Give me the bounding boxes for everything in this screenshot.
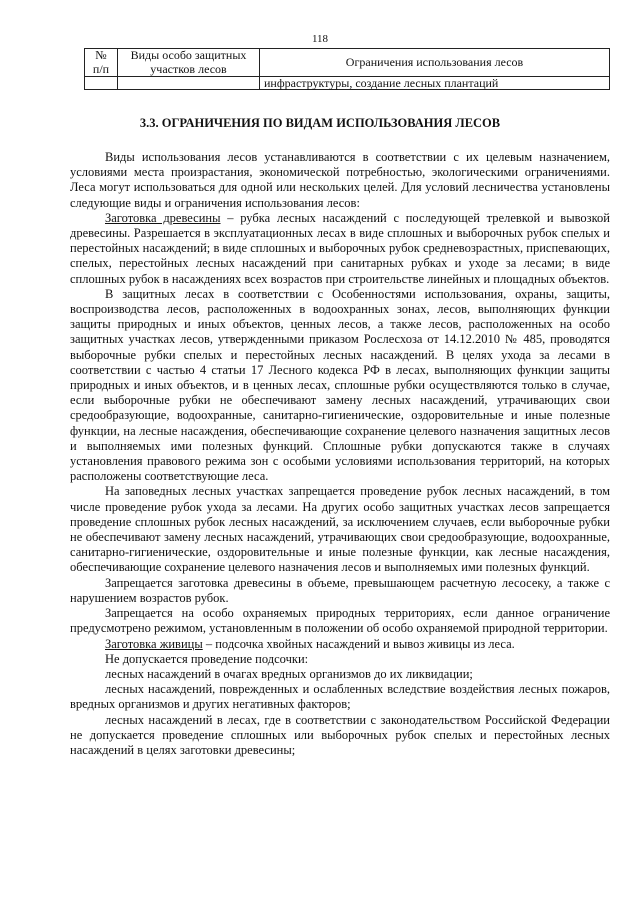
col-restrictions-header: Ограничения использования лесов bbox=[260, 49, 610, 77]
timber-harvesting-text: – рубка лесных насаждений с последующей трелевкой и вывозкой древесины. Разрешается в эксплуатационных лесах в виде сплошных и выборочных рубок спелых и перестойных насаждений; в виде сплошных и выборочных рубок средневозрастных, приспевающих, спелых, перестойных лесных насаждений при санитарных рубках и уходе за лесами; в виде сплошных рубок в насаждениях всех возрастов при строительстве линейных и площадных объектов. bbox=[70, 210, 610, 286]
list-item: лесных насаждений в лесах, где в соответствии с законодательством Российской Федерации не допускается проведение сплошных или выборочных рубок спелых и перестойных лесных насаждений в целях заготовки древесины; bbox=[70, 712, 610, 757]
table-cell-number bbox=[85, 77, 118, 90]
paragraph-intro: Виды использования лесов устанавливаются в соответствии с их целевым назначением, условиями места произрастания, экономической потребностью, экологическими ограничениями. Леса могут использоваться для одной или нескольких целей. Для условий лесничества установлены следующие виды и ограничения использования лесов: bbox=[70, 150, 610, 210]
term-timber-harvesting: Заготовка древесины bbox=[105, 210, 221, 225]
table-cell-restrictions: инфраструктуры, создание лесных плантаций bbox=[260, 77, 610, 90]
section-heading: 3.3. ОГРАНИЧЕНИЯ ПО ВИДАМ ИСПОЛЬЗОВАНИЯ ЛЕСОВ bbox=[139, 116, 501, 130]
list-item: лесных насаждений, поврежденных и ослабленных вследствие воздействия лесных пожаров, вредных организмов и других негативных факторов; bbox=[70, 682, 610, 712]
col-area-type-header: Виды особо защитных участков лесов bbox=[118, 49, 260, 77]
paragraph-tapping-not-allowed: Не допускается проведение подсочки: bbox=[105, 651, 309, 666]
continuation-table bbox=[84, 48, 610, 90]
table-row bbox=[85, 77, 610, 90]
paragraph-protective-forests: В защитных лесах в соответствии с Особенностями использования, охраны, защиты, воспроизводства лесов, расположенных в водоохранных зонах, лесов, выполняющих функции защиты природных и иных объектов, ценных лесов, а также лесов, расположенных на особо защитных участках лесов, утвержденными приказом Рослесхоза от 14.12.2010 № 485, проводятся выборочные рубки спелых и перестойных лесных насаждений. В целях ухода за лесами в соответствии с частью 4 статьи 17 Лесного кодекса РФ в лесах, выполняющих функции защиты природных и иных объектов, и в ценных лесах, сплошные рубки осуществляются только в случае, если выборочные рубки не обеспечивают замену лесных насаждений, утрачивающих свои средообразующие, водоохранные, санитарно-гигиенические, оздоровительные и иные полезные функции, на лесные насаждения, обеспечивающие сохранение целевого назначения защитных лесов и выполняемых ими полезных функций. Сплошные рубки допускаются также в случаях установления правового режима зон с особыми условиями использования территорий, на которых расположены соответствующие леса. bbox=[70, 286, 610, 484]
paragraph-allowable-cut: Запрещается заготовка древесины в объеме, превышающем расчетную лесосеку, а также с нарушением возрастов рубок. bbox=[70, 575, 610, 605]
col-number-header: № п/п bbox=[85, 49, 118, 77]
paragraph-timber-harvesting bbox=[70, 211, 610, 287]
term-resin-tapping: Заготовка живицы bbox=[105, 636, 203, 651]
resin-tapping-text: – подсочка хвойных насаждений и вывоз живицы из леса. bbox=[202, 636, 515, 651]
paragraph-reserved-areas: На заповедных лесных участках запрещается проведение рубок лесных насаждений, в том числе проведение рубок ухода за лесами. На других особо защитных участках лесов запрещается проведение сплошных рубок лесных насаждений, за исключением случаев, если выборочные рубки не обеспечивают замену лесных насаждений, утрачивающих свои средообразующие, водоохранные, санитарно-гигиенические, оздоровительные и иные полезные функции, как лесные насаждения, обеспечивающие сохранение целевого назначения лесов и выполняемых ими полезных функций. bbox=[70, 484, 610, 575]
table-cell-area-type bbox=[118, 77, 260, 90]
table-header-row bbox=[85, 49, 610, 77]
page-number: 118 bbox=[311, 33, 329, 45]
paragraph-protected-territories: Запрещается на особо охраняемых природных территориях, если данное ограничение предусмотрено режимом, установленным в положении об особо охраняемой природной территории. bbox=[70, 606, 610, 636]
paragraph-resin-tapping bbox=[70, 637, 610, 652]
list-item: лесных насаждений в очагах вредных организмов до их ликвидации; bbox=[105, 666, 473, 681]
body-text bbox=[70, 150, 610, 758]
